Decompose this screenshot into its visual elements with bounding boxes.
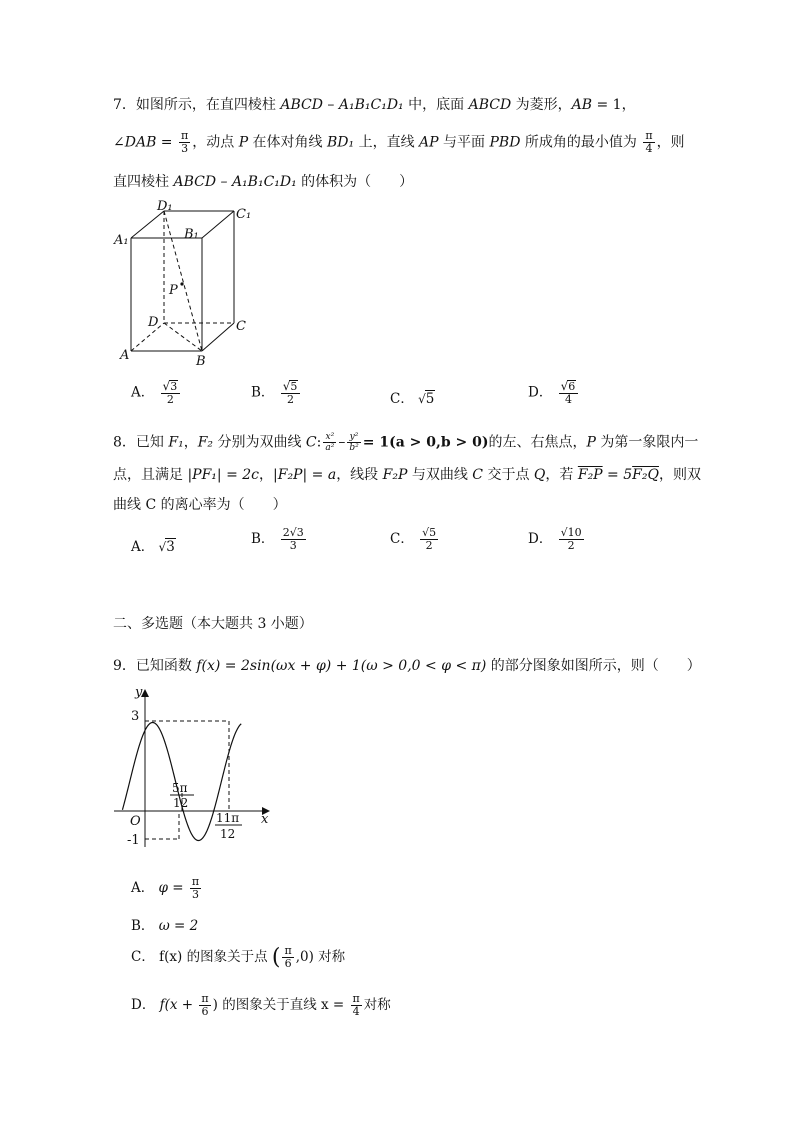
label-a1: A₁ — [114, 233, 129, 248]
q7-math: ABCD — [468, 97, 512, 113]
q7-text: 的体积为（ ） — [296, 174, 414, 190]
frac-den: 3 — [289, 539, 297, 552]
frac-den: 4 — [352, 1005, 360, 1018]
option-fraction — [559, 380, 579, 406]
option-letter: A． — [131, 384, 155, 401]
label-neg1: -1 — [127, 833, 140, 848]
q7-math: ABCD — [280, 97, 323, 113]
frac-den: 4 — [564, 393, 572, 406]
q8-text: 为第一象限内一 — [595, 434, 699, 451]
q7-line2 — [113, 130, 685, 155]
sqrt-value: 6 — [568, 380, 576, 393]
q8-math: Q — [533, 467, 546, 483]
q7-math: AP — [419, 134, 439, 151]
frac-den: 2 — [425, 539, 433, 552]
q8-math: = 5 — [602, 467, 633, 483]
q7-text: – — [322, 97, 339, 113]
option-text: φ = — [158, 880, 184, 896]
option-text: f(x) 的图象关于点 — [159, 949, 268, 965]
q9-text: 9．已知函数 — [113, 658, 197, 674]
frac-num: √6 — [559, 380, 579, 394]
q9-text: 的部分图象如图所示，则（ ） — [486, 658, 701, 674]
label-three: 3 — [131, 709, 140, 724]
sqrt-value: 5 — [425, 391, 435, 407]
label-b: B — [196, 354, 206, 368]
frac-den: b² — [349, 443, 359, 453]
q8-text: 的左、右焦点， — [488, 434, 587, 451]
tick-11pi-num: 11π — [216, 811, 240, 825]
option-letter: B． — [251, 384, 275, 401]
frac-den: a² — [325, 443, 335, 453]
q8-option-d[interactable] — [528, 527, 586, 552]
frac-den: 2 — [287, 393, 295, 406]
option-letter: A． — [131, 880, 155, 896]
frac-num: π — [201, 992, 209, 1005]
q7-text: 所成角的最小值为 — [520, 134, 637, 151]
option-text: ) 的图象关于直线 x = — [212, 997, 345, 1013]
q8-option-c[interactable] — [390, 527, 440, 552]
frac-num: π — [284, 944, 292, 957]
q8-text: ， — [259, 467, 274, 483]
option-letter: B． — [251, 531, 275, 547]
label-origin: O — [130, 814, 141, 829]
q8-text: 分别为双曲线 — [213, 434, 306, 451]
tick-5pi-den: 12 — [173, 796, 189, 810]
q7-line3 — [113, 172, 413, 192]
q8-text: ，则双 — [658, 467, 701, 483]
prism-figure — [112, 198, 262, 368]
q7-text: = 1， — [592, 97, 636, 113]
q7-fraction — [643, 130, 654, 155]
frac-den: 4 — [645, 142, 653, 155]
section-heading: 二、多选题（本大题共 3 小题） — [113, 616, 313, 632]
frac-num: √5 — [281, 380, 301, 394]
frac-num: √10 — [560, 526, 582, 539]
label-b1: B₁ — [184, 227, 199, 242]
q7-text: 为菱形， — [511, 97, 572, 113]
frac-num: √5 — [422, 526, 437, 539]
frac-num: π — [645, 129, 653, 142]
q7-option-b[interactable] — [251, 380, 302, 406]
q7-text: 中，底面 — [403, 97, 469, 113]
sqrt-value: 5 — [290, 380, 298, 393]
option-letter: D． — [528, 531, 553, 547]
q7-option-a[interactable] — [131, 380, 182, 406]
q7-text: 在体对角线 — [248, 134, 328, 151]
q8-line2 — [113, 465, 701, 485]
frac-num: 2√3 — [282, 526, 304, 539]
edge-d1a1 — [131, 211, 164, 238]
q7-math: A₁B₁C₁D₁ — [338, 97, 404, 113]
q7-text: 上，直线 — [354, 134, 420, 151]
q8-text: ， — [183, 434, 198, 451]
q8-math: |F₂P| = a — [273, 467, 337, 483]
label-d1: D₁ — [157, 199, 173, 214]
q8-math: F₁ — [168, 434, 184, 451]
q8-fraction — [323, 432, 336, 453]
option-fraction — [281, 380, 301, 406]
option-letter: A． — [131, 539, 155, 555]
q8-math: |PF₁| = 2c — [187, 467, 260, 483]
q8-math: F₂ — [197, 434, 214, 451]
option-fraction — [351, 993, 362, 1018]
frac-num: y² — [347, 432, 360, 443]
option-fraction — [282, 945, 293, 970]
option-text: 对称 — [363, 997, 391, 1013]
q7-option-d[interactable] — [528, 380, 580, 406]
option-letter: C． — [131, 949, 155, 965]
sqrt-value: 3 — [170, 380, 178, 393]
frac-num: π — [352, 992, 360, 1005]
q8-math: C — [305, 434, 317, 451]
q7-math: P — [238, 134, 249, 151]
q9-option-d[interactable] — [131, 993, 391, 1018]
option-letter: C． — [390, 531, 414, 547]
label-d: D — [148, 315, 159, 330]
q8-line1: 8．已知 F₁，F₂ 分别为双曲线 C: $\frac{\text{x²}}{\text{a²}}$ – $\frac{\text{y²}}{\text{b²}}$ = 1(a > 0,b > 0)的左、右焦点，P 为第一象限内一 — [113, 432, 699, 453]
option-text: ,0) 对称 — [295, 949, 346, 965]
q8-vector: F₂Q — [632, 467, 659, 483]
sqrt-value: 3 — [166, 539, 175, 555]
q8-text: 交于点 — [483, 467, 534, 483]
q7-math: PBD — [489, 134, 521, 151]
q8-fraction — [347, 432, 360, 453]
diagonal-bd — [164, 323, 202, 351]
q8-option-a[interactable]: A． √3 — [131, 539, 175, 555]
q9-option-a[interactable] — [131, 876, 203, 901]
q8-text: ，若 — [545, 467, 578, 483]
option-letter: B． — [131, 918, 155, 934]
q8-math: F₂P — [382, 467, 408, 483]
label-c1: C₁ — [236, 207, 252, 222]
q8-text: ，线段 — [336, 467, 383, 483]
q9-option-c[interactable] — [131, 945, 345, 970]
frac-den: 6 — [284, 957, 292, 970]
option-letter: D． — [528, 384, 553, 401]
option-fraction — [199, 993, 210, 1018]
label-a: A — [120, 348, 130, 363]
q8-text: 与双曲线 — [407, 467, 473, 483]
q8-line3: 曲线 C 的离心率为（ ） — [113, 497, 287, 513]
edge-b1c1 — [202, 211, 234, 238]
paren-open: ( — [271, 945, 281, 970]
q8-option-b[interactable] — [251, 527, 308, 552]
q9-option-b[interactable] — [131, 914, 198, 934]
frac-num: √3 — [161, 380, 181, 394]
q7-text: 直四棱柱 — [113, 174, 174, 190]
frac-num: π — [191, 875, 200, 888]
q8-text: 8．已知 — [113, 434, 169, 451]
frac-den: 3 — [192, 888, 200, 901]
label-y: y — [135, 685, 143, 700]
q7-option-c[interactable]: C． √5 — [390, 391, 435, 407]
frac-num: π — [181, 129, 189, 142]
frac-den: 6 — [201, 1005, 209, 1018]
q7-line1 — [113, 95, 636, 115]
q7-text: ，动点 — [192, 134, 239, 151]
tick-11pi-den: 12 — [220, 827, 236, 841]
frac-den: 3 — [181, 142, 189, 155]
point-p — [180, 282, 183, 285]
q9-stem — [113, 656, 701, 676]
q8-math: C — [472, 467, 484, 483]
q7-math: ABCD – A₁B₁C₁D₁ — [173, 174, 297, 190]
option-text: ω = 2 — [158, 918, 199, 934]
label-p: P — [169, 283, 178, 298]
q7-text: 7．如图所示，在直四棱柱 — [113, 97, 281, 113]
label-c: C — [236, 319, 246, 334]
q8-vector: F₂P — [577, 467, 603, 483]
q7-fraction — [179, 130, 190, 155]
edge-bc — [202, 323, 234, 351]
q7-math: AB — [571, 97, 593, 113]
frac-den: 2 — [166, 393, 174, 406]
frac-num: x² — [323, 432, 336, 443]
label-x: x — [261, 812, 269, 827]
option-fraction — [281, 527, 306, 552]
option-fraction — [190, 876, 201, 901]
tick-5pi-num: 5π — [172, 781, 188, 795]
option-letter: D． — [131, 997, 156, 1013]
q8-math: P — [586, 434, 596, 451]
q7-text: 与平面 — [438, 134, 490, 151]
frac-den: 2 — [567, 539, 575, 552]
option-fraction — [420, 527, 438, 552]
q8-text: 点，且满足 — [113, 467, 188, 483]
q7-math: BD₁ — [327, 134, 355, 151]
option-text: f(x + — [159, 997, 194, 1013]
q8-math: = 1(a > 0,b > 0) — [362, 434, 489, 451]
q7-math: ∠DAB = — [113, 134, 173, 151]
q8-text: : — [316, 434, 322, 451]
sine-graph — [112, 682, 282, 852]
option-fraction — [161, 380, 181, 406]
option-letter: C． — [390, 391, 414, 407]
q7-text: ，则 — [656, 134, 685, 151]
option-fraction — [559, 527, 584, 552]
q9-math: f(x) = 2sin(ωx + φ) + 1(ω > 0,0 < φ < π) — [196, 658, 487, 674]
